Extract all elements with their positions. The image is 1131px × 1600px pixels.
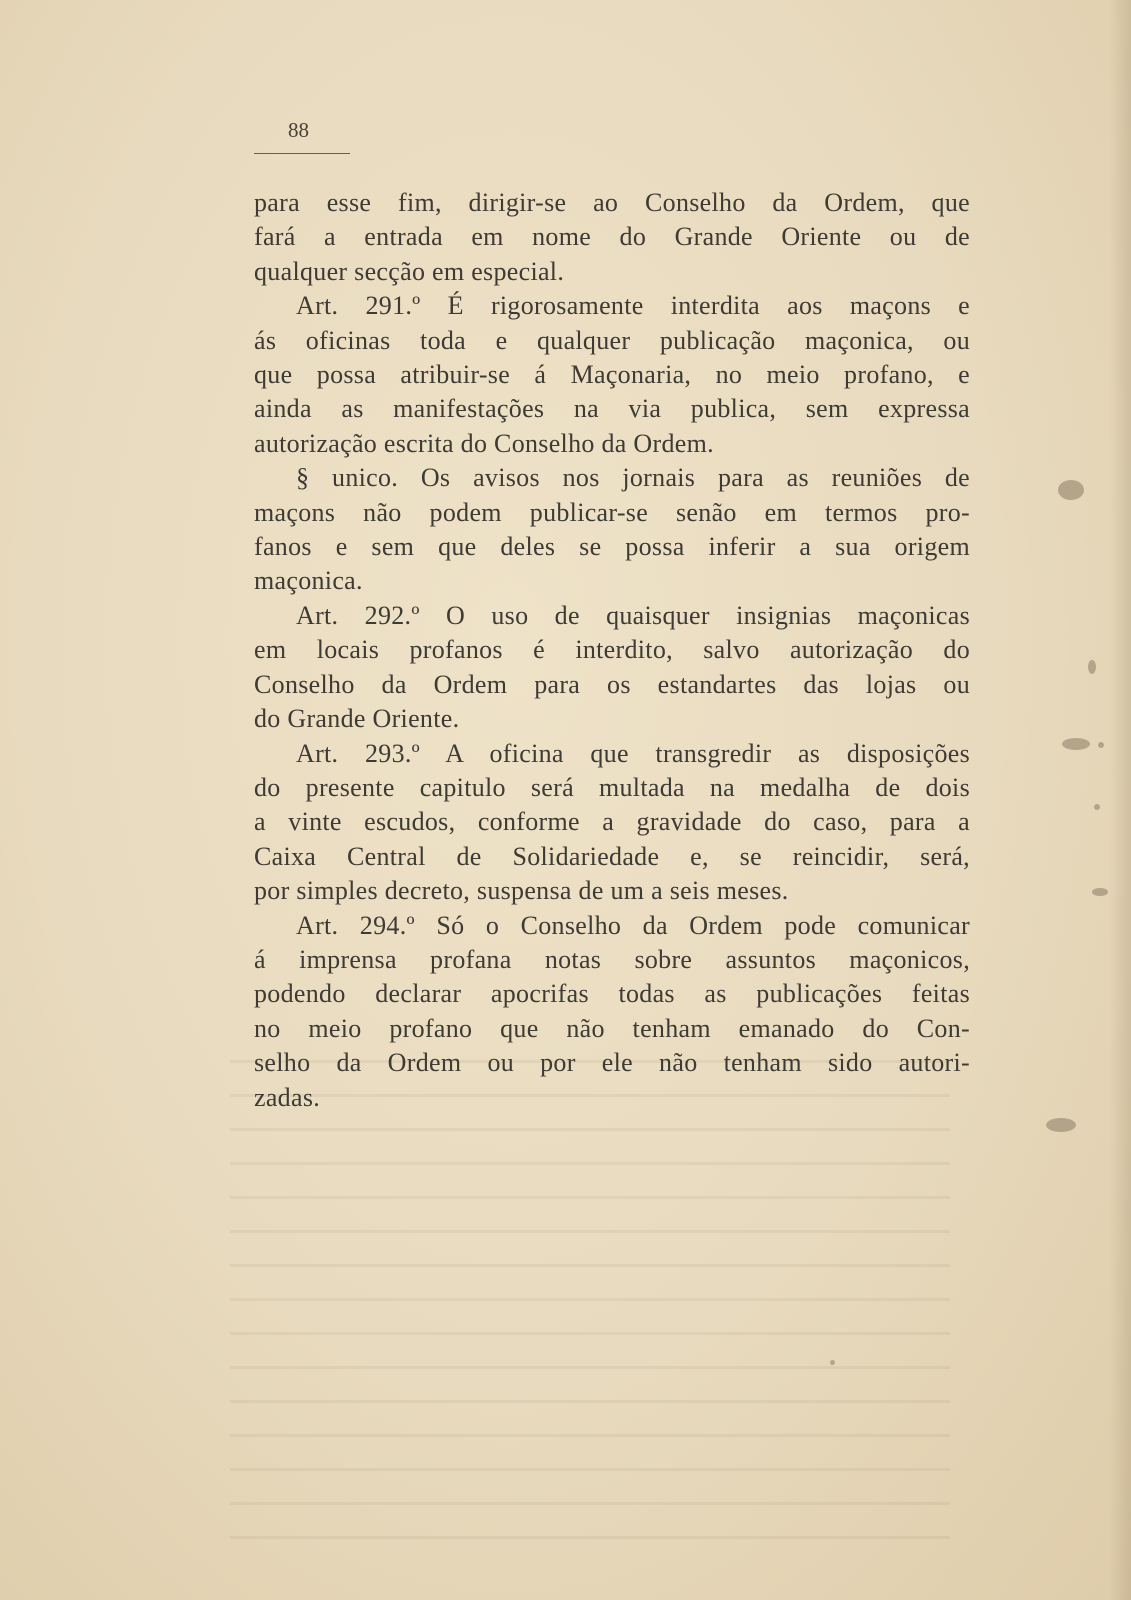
text-line: fanos e sem que deles se possa inferir a sua origem: [254, 532, 970, 562]
text-line: selho da Ordem ou por ele não tenham sido autori-: [254, 1048, 970, 1078]
text-line: Art. 294.º Só o Conselho da Ordem pode comunicar: [296, 910, 970, 940]
text-line: ainda as manifestações na via publica, sem expressa: [254, 394, 970, 424]
text-line: no meio profano que não tenham emanado do Con-: [254, 1013, 970, 1043]
text-line: qualquer secção em especial.: [254, 256, 565, 286]
bleed-through-texture: [230, 1040, 950, 1560]
text-line: Caixa Central de Solidariedade e, se reincidir, será,: [254, 841, 970, 871]
ink-blot: [830, 1360, 835, 1365]
text-line: por simples decreto, suspensa de um a seis meses.: [254, 876, 789, 906]
text-line: do presente capitulo será multada na medalha de dois: [254, 772, 970, 802]
text-line: a vinte escudos, conforme a gravidade do caso, para a: [254, 807, 970, 837]
ink-blot: [1092, 888, 1108, 896]
ink-blot: [1094, 804, 1100, 810]
page-edge-shadow: [1109, 0, 1131, 1600]
text-line: Art. 291.º É rigorosamente interdita aos maçons e: [296, 291, 970, 321]
header-rule: [254, 153, 350, 154]
ink-blot: [1058, 480, 1084, 500]
text-line: autorização escrita do Conselho da Ordem.: [254, 428, 714, 458]
text-line: zadas.: [254, 1082, 321, 1112]
text-line: Art. 292.º O uso de quaisquer insignias maçonicas: [296, 600, 970, 630]
text-line: que possa atribuir-se á Maçonaria, no meio profano, e: [254, 360, 970, 390]
text-line: em locais profanos é interdito, salvo autorização do: [254, 635, 970, 665]
text-line: § unico. Os avisos nos jornais para as reuniões de: [296, 463, 970, 493]
ink-blot: [1098, 742, 1104, 748]
text-line: fará a entrada em nome do Grande Oriente ou de: [254, 222, 970, 252]
text-line: ás oficinas toda e qualquer publicação maçonica, ou: [254, 325, 970, 355]
page-number: 88: [288, 118, 309, 142]
text-line: para esse fim, dirigir-se ao Conselho da Ordem, que: [254, 188, 970, 217]
text-line: Art. 293.º A oficina que transgredir as disposições: [296, 738, 970, 768]
text-line: Conselho da Ordem para os estandartes das lojas ou: [254, 669, 970, 699]
text-line: podendo declarar apocrifas todas as publicações feitas: [254, 979, 970, 1009]
text-line: maçonica.: [254, 566, 363, 596]
text-line: maçons não podem publicar-se senão em termos pro-: [254, 497, 970, 527]
text-line: á imprensa profana notas sobre assuntos maçonicos,: [254, 944, 970, 974]
ink-blot: [1046, 1118, 1076, 1132]
body-text: [254, 186, 970, 1115]
ink-blot: [1062, 738, 1090, 750]
ink-blot: [1088, 660, 1096, 674]
text-line: do Grande Oriente.: [254, 704, 460, 734]
